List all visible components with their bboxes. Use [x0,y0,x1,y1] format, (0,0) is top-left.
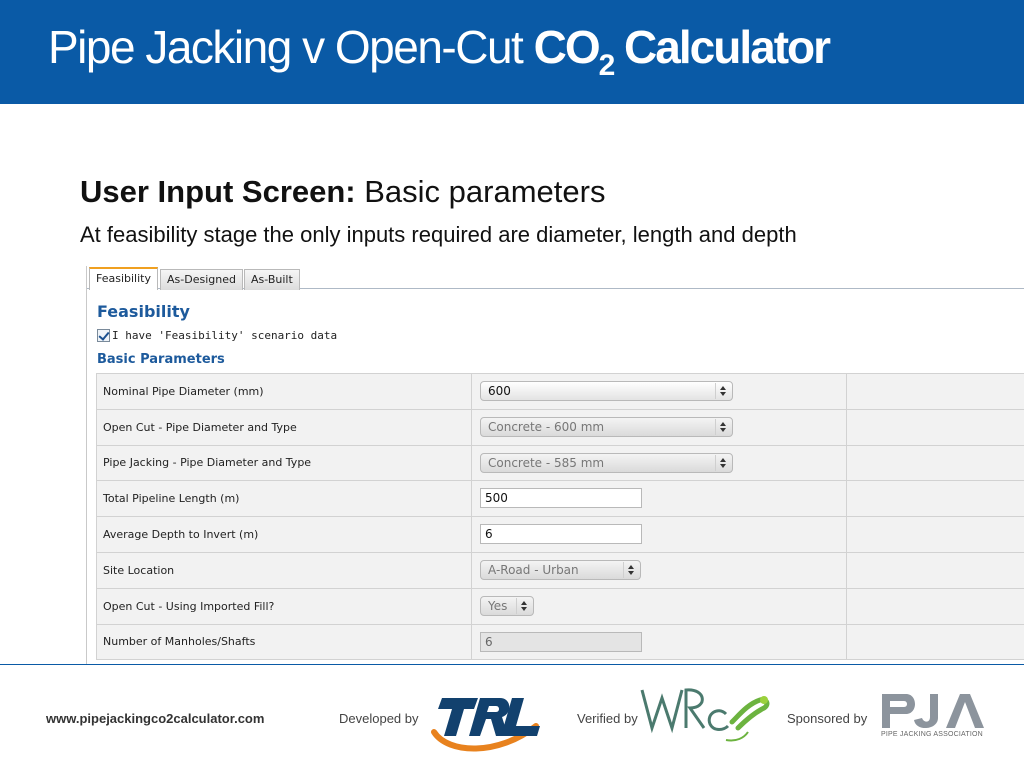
parameters-table [96,373,1024,660]
row-spacer [847,517,1024,552]
wrc-logo-icon [640,684,775,746]
select-value: Concrete - 585 mm [488,455,605,470]
select-value: Concrete - 600 mm [488,419,605,434]
row-spacer [847,589,1024,624]
footer-url[interactable]: www.pipejackingco2calculator.com [46,711,265,726]
row-label: Number of Manholes/Shafts [96,625,472,660]
pipeline-length-input[interactable]: 500 [480,488,642,508]
footer-divider [0,664,1024,665]
heading-regular: Basic parameters [355,174,606,209]
tab-feasibility[interactable]: Feasibility [89,267,158,290]
title-banner [0,0,1024,104]
row-spacer [847,374,1024,409]
select-value: Yes [488,598,508,613]
row-label: Average Depth to Invert (m) [96,517,472,552]
heading-bold: User Input Screen: [80,174,356,209]
banner-title [48,20,830,82]
app-screenshot [86,266,1024,664]
table-row [96,517,1024,553]
banner-title-subscript: 2 [598,49,614,82]
scenario-checkbox[interactable] [97,329,110,342]
slide-heading [80,174,605,210]
table-row [96,553,1024,589]
row-input-cell [472,553,847,588]
row-label: Nominal Pipe Diameter (mm) [96,374,472,409]
depth-to-invert-input[interactable]: 6 [480,524,642,544]
row-spacer [847,553,1024,588]
row-input-cell [472,589,847,624]
pipe-jacking-pipe-select[interactable] [480,453,733,473]
row-input-cell [472,410,847,445]
table-row [96,589,1024,625]
manholes-shafts-input: 6 [480,632,642,652]
select-value: A-Road - Urban [488,562,579,577]
row-spacer [847,446,1024,481]
open-cut-pipe-select[interactable] [480,417,733,437]
panel-title: Feasibility [97,302,190,321]
tab-as-designed[interactable]: As-Designed [160,269,243,290]
banner-title-regular: Pipe Jacking v Open-Cut [48,21,534,73]
row-spacer [847,410,1024,445]
select-value: 600 [488,384,511,398]
select-arrows-icon [715,455,729,471]
select-arrows-icon [516,598,530,614]
developed-by-label: Developed by [339,711,419,726]
site-location-select[interactable] [480,560,641,580]
scenario-checkbox-row[interactable] [97,329,337,342]
nominal-diameter-select[interactable] [480,381,733,401]
table-row [96,481,1024,517]
banner-title-calculator: Calculator [613,21,830,73]
row-label: Pipe Jacking - Pipe Diameter and Type [96,446,472,481]
select-arrows-icon [715,383,729,399]
row-label: Open Cut - Using Imported Fill? [96,589,472,624]
select-arrows-icon [623,562,637,578]
row-input-cell [472,446,847,481]
row-input-cell [472,625,847,660]
table-row [96,374,1024,410]
row-label: Total Pipeline Length (m) [96,481,472,516]
imported-fill-select[interactable] [480,596,534,616]
table-row [96,446,1024,482]
row-input-cell [472,374,847,409]
sponsored-by-label: Sponsored by [787,711,868,726]
tab-bar [87,266,1024,289]
trl-logo-icon [428,692,546,754]
row-label: Site Location [96,553,472,588]
table-row [96,625,1024,661]
row-input-cell [472,517,847,552]
row-input-cell [472,481,847,516]
verified-by-label: Verified by [577,711,638,726]
row-label: Open Cut - Pipe Diameter and Type [96,410,472,445]
table-row [96,410,1024,446]
section-title: Basic Parameters [97,352,225,367]
row-spacer [847,481,1024,516]
row-spacer [847,625,1024,660]
select-arrows-icon [715,419,729,435]
scenario-checkbox-label: I have 'Feasibility' scenario data [112,329,338,342]
tab-as-built[interactable]: As-Built [244,269,300,290]
slide-subheading: At feasibility stage the only inputs required are diameter, length and depth [80,222,797,247]
banner-title-co: CO [533,21,599,73]
pja-caption: PIPE JACKING ASSOCIATION [881,731,983,738]
